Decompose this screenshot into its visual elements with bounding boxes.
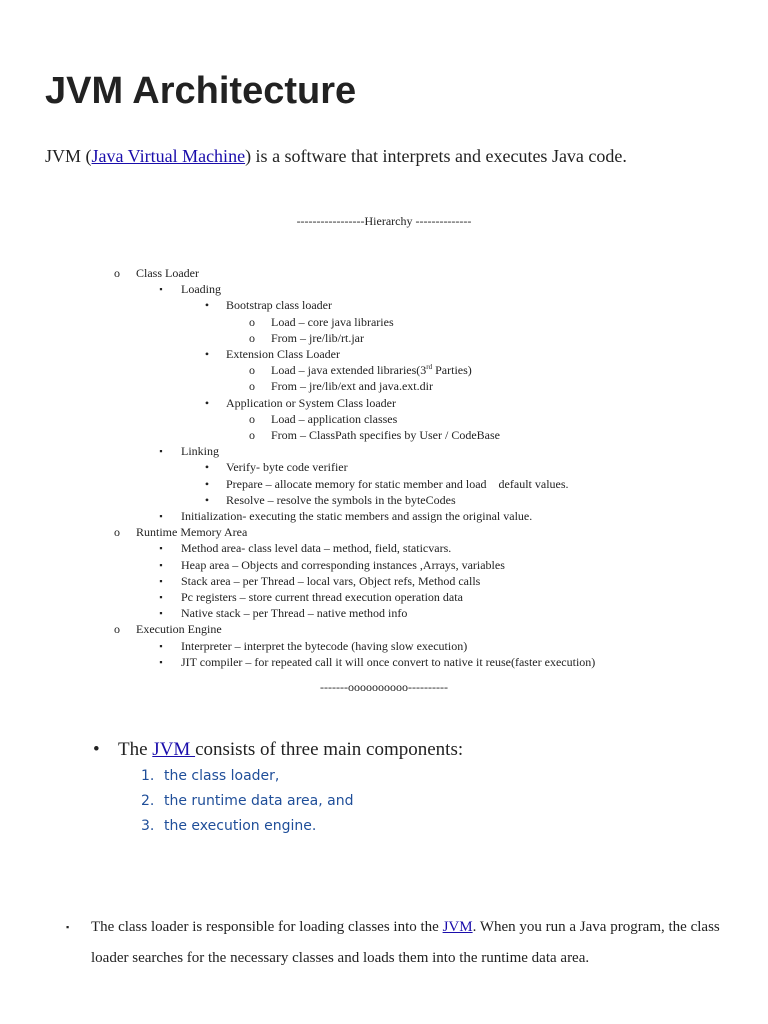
list-item <box>0 346 768 362</box>
execution-engine-label: Execution Engine <box>136 622 222 637</box>
square-bullet-icon: ▪ <box>66 922 70 932</box>
dot-bullet-icon: • <box>93 739 100 760</box>
list-item <box>0 395 768 411</box>
list-item <box>0 281 768 297</box>
item-text: Native stack – per Thread – native method info <box>181 606 408 621</box>
page-title: JVM Architecture <box>45 70 357 112</box>
square-bullet-icon: ▪ <box>159 575 163 586</box>
circle-bullet-icon: o <box>249 363 255 378</box>
list-item <box>0 589 768 605</box>
list-item <box>0 557 768 573</box>
list-number: 2. <box>141 793 155 809</box>
list-item <box>0 638 768 654</box>
list-item <box>0 297 768 313</box>
list-item <box>0 621 768 637</box>
bootstrap-loader-label: Bootstrap class loader <box>226 298 332 313</box>
linking-label: Linking <box>181 444 219 459</box>
list-item <box>0 314 768 330</box>
list-item <box>0 362 768 378</box>
dot-bullet-icon: • <box>204 347 210 362</box>
circle-bullet-icon: o <box>249 314 255 329</box>
square-bullet-icon: ▪ <box>159 284 163 295</box>
item-text: Stack area – per Thread – local vars, Object refs, Method calls <box>181 573 481 588</box>
hierarchy-separator: -----------------Hierarchy -------------- <box>296 214 472 228</box>
java-virtual-machine-link[interactable]: Java Virtual Machine <box>91 146 246 166</box>
list-item <box>0 476 768 492</box>
square-bullet-icon: ▪ <box>159 640 163 651</box>
list-item <box>0 540 768 556</box>
item-text: From – jre/lib/ext and java.ext.dir <box>271 379 433 394</box>
item-text: Load – java extended libraries(3 <box>271 363 427 378</box>
square-bullet-icon: ▪ <box>159 592 163 603</box>
circle-bullet-icon: o <box>114 266 120 280</box>
item-text: Load – application classes <box>271 411 398 426</box>
circle-bullet-icon: o <box>249 411 255 426</box>
square-bullet-icon: ▪ <box>159 608 163 619</box>
list-item <box>0 654 768 670</box>
circle-bullet-icon: o <box>249 379 255 394</box>
list-text: the runtime data area, and <box>164 793 354 809</box>
para-suffix: . When you run a Java program, the class loader searches for the necessary classes and loads them into the runtime data area. <box>91 919 720 966</box>
item-text: Resolve – resolve the symbols in the byteCodes <box>226 492 456 507</box>
intro-suffix: ) is a software that interprets and executes Java code. <box>245 146 627 166</box>
components-suffix: consists of three main components: <box>195 739 464 760</box>
components-prefix: The <box>118 739 153 760</box>
list-item <box>0 492 768 508</box>
item-text: Verify- byte code verifier <box>226 460 348 475</box>
list-number: 3. <box>141 818 155 834</box>
circle-bullet-icon: o <box>249 428 255 443</box>
square-bullet-icon: ▪ <box>159 559 163 570</box>
list-text: the execution engine. <box>164 818 317 834</box>
application-loader-label: Application or System Class loader <box>226 395 396 410</box>
runtime-memory-label: Runtime Memory Area <box>136 525 248 540</box>
dot-bullet-icon: • <box>204 460 210 475</box>
list-text: the class loader, <box>164 768 280 784</box>
jvm-link[interactable]: JVM <box>442 919 473 935</box>
list-item <box>0 330 768 346</box>
dot-bullet-icon: • <box>204 492 210 507</box>
item-text: Method area- class level data – method, field, staticvars. <box>181 541 452 556</box>
list-item <box>0 524 768 540</box>
list-item <box>0 459 768 475</box>
hierarchy-tree <box>0 265 768 670</box>
class-loader-label: Class Loader <box>136 266 199 280</box>
list-item <box>0 427 768 443</box>
square-bullet-icon: ▪ <box>159 543 163 554</box>
item-text: JIT compiler – for repeated call it will once convert to native it reuse(faster execution) <box>181 654 596 669</box>
end-separator: -------oooooooooo---------- <box>320 680 448 694</box>
item-text: Initialization- executing the static members and assign the original value. <box>181 509 533 524</box>
dot-bullet-icon: • <box>204 395 210 410</box>
para-prefix: The class loader is responsible for loading classes into the <box>91 919 443 935</box>
item-text: From – ClassPath specifies by User / CodeBase <box>271 428 500 443</box>
list-item <box>0 508 768 524</box>
square-bullet-icon: ▪ <box>159 656 163 667</box>
dot-bullet-icon: • <box>204 298 210 313</box>
item-text: From – jre/lib/rt.jar <box>271 330 364 345</box>
list-item <box>0 443 768 459</box>
extension-loader-label: Extension Class Loader <box>226 347 340 362</box>
superscript: rd <box>426 363 433 372</box>
item-text: Parties) <box>432 363 472 378</box>
list-item <box>0 411 768 427</box>
list-item <box>0 378 768 394</box>
circle-bullet-icon: o <box>114 525 120 540</box>
item-text: Interpreter – interpret the bytecode (having slow execution) <box>181 638 468 653</box>
class-loader-text <box>91 912 731 974</box>
circle-bullet-icon: o <box>249 330 255 345</box>
list-item <box>0 573 768 589</box>
item-text: Heap area – Objects and corresponding instances ,Arrays, variables <box>181 557 505 572</box>
item-text: Pc registers – store current thread execution operation data <box>181 590 463 605</box>
item-text: Prepare – allocate memory for static member and load default values. <box>226 476 569 491</box>
circle-bullet-icon: o <box>114 622 120 637</box>
intro-paragraph <box>45 146 627 167</box>
dot-bullet-icon: • <box>204 476 210 491</box>
intro-prefix: JVM ( <box>45 146 92 166</box>
list-item <box>0 605 768 621</box>
components-text <box>118 739 463 761</box>
list-number: 1. <box>141 768 155 784</box>
square-bullet-icon: ▪ <box>159 446 163 457</box>
square-bullet-icon: ▪ <box>159 511 163 522</box>
jvm-link[interactable]: JVM <box>152 739 196 760</box>
list-item <box>0 265 768 281</box>
item-text: Load – core java libraries <box>271 314 394 329</box>
loading-label: Loading <box>181 282 221 297</box>
